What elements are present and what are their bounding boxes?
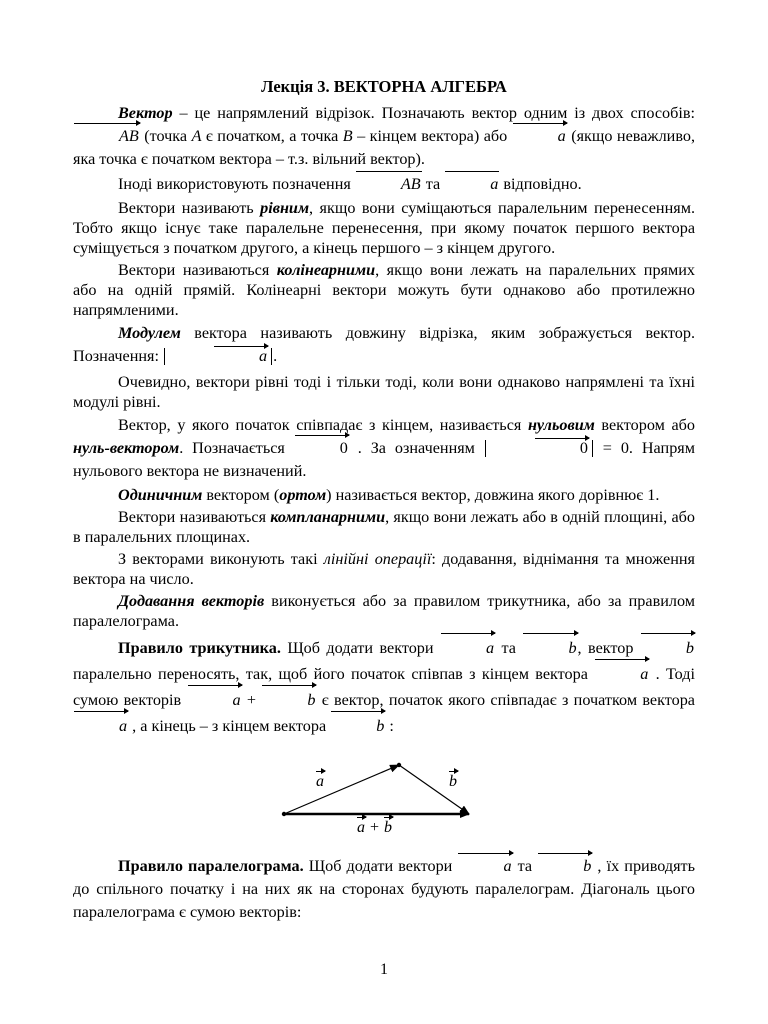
paragraph-triangle-rule: Правило трикутника. Щоб додати вектори a та b, вектор b паралельно переносять, так, щоб його початок співпав з кінцем вектора a . Тоді сумою векторів a + b є вектор, початок якого співпадає з початком вектора a , а кінець – з кінцем вектора b :: [73, 635, 695, 739]
paragraph-modulus: Модулем вектора називають довжину відрізка, яким зображується вектор. Позначення: a .: [73, 324, 695, 365]
paragraph-equality-criterion: Очевидно, вектори рівні тоді і тільки тоді, коли вони однаково напрямлені та їхні модулі рівні.: [73, 373, 695, 411]
paragraph-notation: Іноді використовують позначення AB та a відповідно.: [73, 173, 695, 196]
term-ort: ортом: [279, 486, 327, 504]
label-a: a: [316, 773, 324, 790]
label-b: b: [449, 773, 457, 790]
zero-vector: 0: [294, 437, 349, 460]
overline-AB: AB: [355, 173, 422, 196]
paragraph-vector-definition: Вектор – це напрямлений відрізок. Позначають вектор одним із двох способів: AB (точка A є початком, а точка B – кінцем вектора) або a (якщо неважливо, яка точка є початком вектора – т.з. вільний вектор).: [73, 104, 695, 168]
term-addition: Додавання векторів: [118, 592, 265, 610]
vector-AB: AB: [73, 125, 140, 148]
term-unit: Одиничним: [118, 486, 203, 504]
document-page: [73, 76, 695, 926]
term-collinear: колінеарними: [276, 261, 376, 279]
term-equal: рівним: [260, 199, 310, 217]
paragraph-coplanar: Вектори називаються компланарними, якщо вони лежать або в одній площині, або в паралельних площинах.: [73, 508, 695, 546]
paragraph-linear-operations: З векторами виконують такі лінійні операції: додавання, віднімання та множення вектора на число.: [73, 550, 695, 588]
heading-triangle-rule: Правило трикутника.: [118, 639, 281, 657]
term-vector: Вектор: [118, 104, 173, 122]
paragraph-addition: Додавання векторів виконується або за правилом трикутника, або за правилом паралелограма.: [73, 592, 695, 630]
label-sum: a + b: [357, 819, 393, 836]
overline-a: a: [444, 173, 499, 196]
paragraph-collinear: Вектори називаються колінеарними, якщо вони лежать на паралельних прямих або на одній прямій. Колінеарні вектори можуть бути однаково або протилежно напрямленими.: [73, 261, 695, 319]
paragraph-equal-vectors: Вектори називають рівним, якщо вони суміщаються паралельним перенесенням. Тобто якщо існує таке паралельне перенесення, при якому початок першого вектора суміщується з початком другого, а кінець першого – з кінцем другого.: [73, 199, 695, 257]
paragraph-zero-vector: Вектор, у якого початок співпадає з кінцем, називається нульовим вектором або нуль-вектором. Позначається 0 . За означенням 0 = 0. Напрям нульового вектора не визначений.: [73, 416, 695, 480]
term-modulus: Модулем: [118, 324, 181, 342]
modulus-a: a: [164, 348, 272, 365]
term-null-vector: нуль-вектором: [73, 439, 180, 457]
vector-a-arrow: [284, 765, 399, 814]
middle-point: [397, 763, 401, 767]
paragraph-parallelogram-rule: Правило паралелограма. Щоб додати вектори a та b , їх приводять до спільного початку і на них як на сторонах будують паралелограм. Діагональ цього паралелограма є сумою векторів:: [73, 857, 696, 921]
lecture-title: Лекція 3. ВЕКТОРНА АЛГЕБРА: [261, 77, 507, 96]
paragraph-unit-vector: Одиничним вектором (ортом) називається вектор, довжина якого дорівнює 1.: [118, 486, 660, 504]
start-point: [282, 812, 286, 816]
term-coplanar: компланарними: [270, 508, 386, 526]
triangle-rule-diagram: [73, 747, 695, 847]
term-zero: нульовим: [527, 416, 595, 434]
vector-a: a: [512, 125, 567, 148]
heading-parallelogram-rule: Правило паралелограма.: [118, 857, 304, 875]
page-number: 1: [380, 961, 388, 978]
term-linear-operations: лінійні операції: [323, 550, 432, 568]
modulus-zero: 0: [485, 440, 593, 457]
